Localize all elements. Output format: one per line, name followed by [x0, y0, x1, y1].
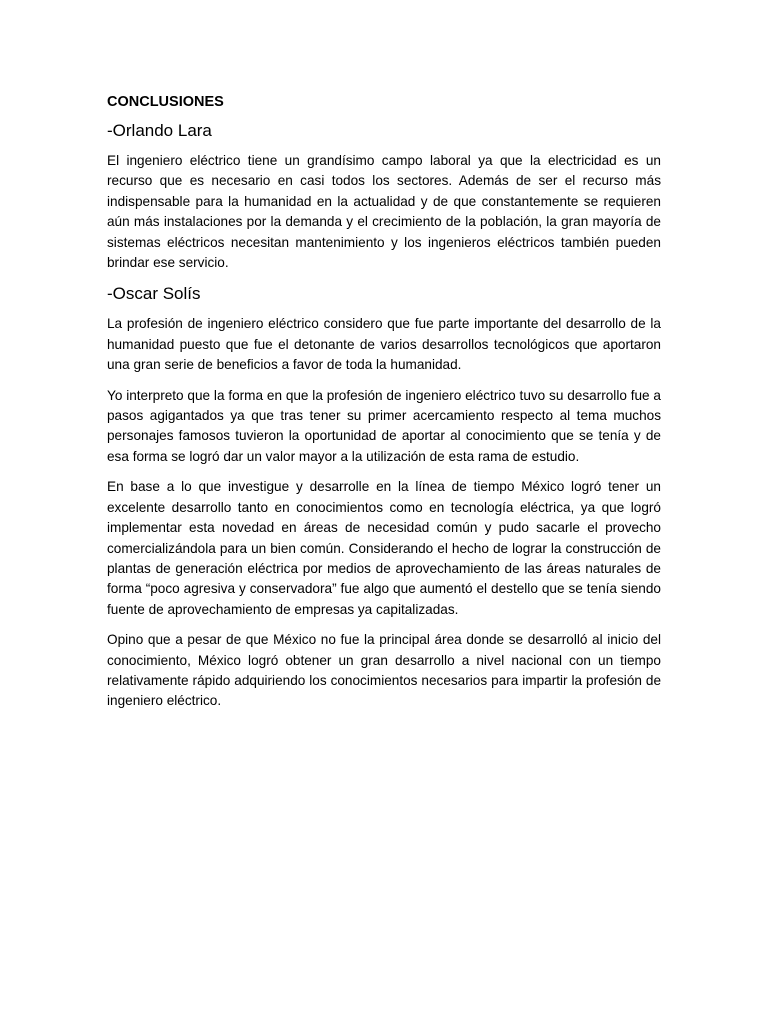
paragraph: La profesión de ingeniero eléctrico considero que fue parte importante del desarrollo de la humanidad puesto que fue el detonante de varios desarrollos tecnológicos que aportaron una gran serie de beneficios a favor de toda la humanidad. [107, 316, 661, 373]
paragraph: En base a lo que investigue y desarrolle en la línea de tiempo México logró tener un excelente desarrollo tanto en conocimientos como en tecnología eléctrica, ya que logró implementar esta novedad en áreas de necesidad común y pudo sacarle el provecho comercializándola para un bien común. Considerando el hecho de lograr la construcción de plantas de generación eléctrica por medios de aprovechamiento de las áreas naturales de forma “poco agresiva y conservadora” fue algo que aumentó el destello que se tenía siendo fuente de aprovechamiento de empresas ya capitalizadas. [107, 479, 661, 617]
paragraph: El ingeniero eléctrico tiene un grandísimo campo laboral ya que la electricidad es un recurso que es necesario en casi todos los sectores. Además de ser el recurso más indispensable para la humanidad en la actualidad y de que constantemente se requieren aún más instalaciones por la demanda y el crecimiento de la población, la gran mayoría de sistemas eléctricos necesitan mantenimiento y los ingenieros eléctricos también pueden brindar ese servicio. [107, 153, 661, 271]
paragraph: Opino que a pesar de que México no fue la principal área donde se desarrolló al inicio del conocimiento, México logró obtener un gran desarrollo a nivel nacional con un tiempo relativamente rápido adquiriendo los conocimientos necesarios para impartir la profesión de ingeniero eléctrico. [107, 632, 661, 709]
paragraph: Yo interpreto que la forma en que la profesión de ingeniero eléctrico tuvo su desarrollo fue a pasos agigantados ya que tras tener su primer acercamiento respecto al tema muchos personajes famosos tuvieron la oportunidad de aportar al conocimiento que se tenía y de esa forma se logró dar un valor mayor a la utilización de esta rama de estudio. [107, 387, 661, 464]
section-author-heading: -Oscar Solís [107, 284, 201, 304]
section-author-heading: -Orlando Lara [107, 121, 212, 140]
document-title: CONCLUSIONES [107, 94, 224, 110]
document-page [107, 92, 661, 722]
section-oscar-solis [107, 283, 661, 711]
section-orlando-lara [107, 120, 661, 273]
